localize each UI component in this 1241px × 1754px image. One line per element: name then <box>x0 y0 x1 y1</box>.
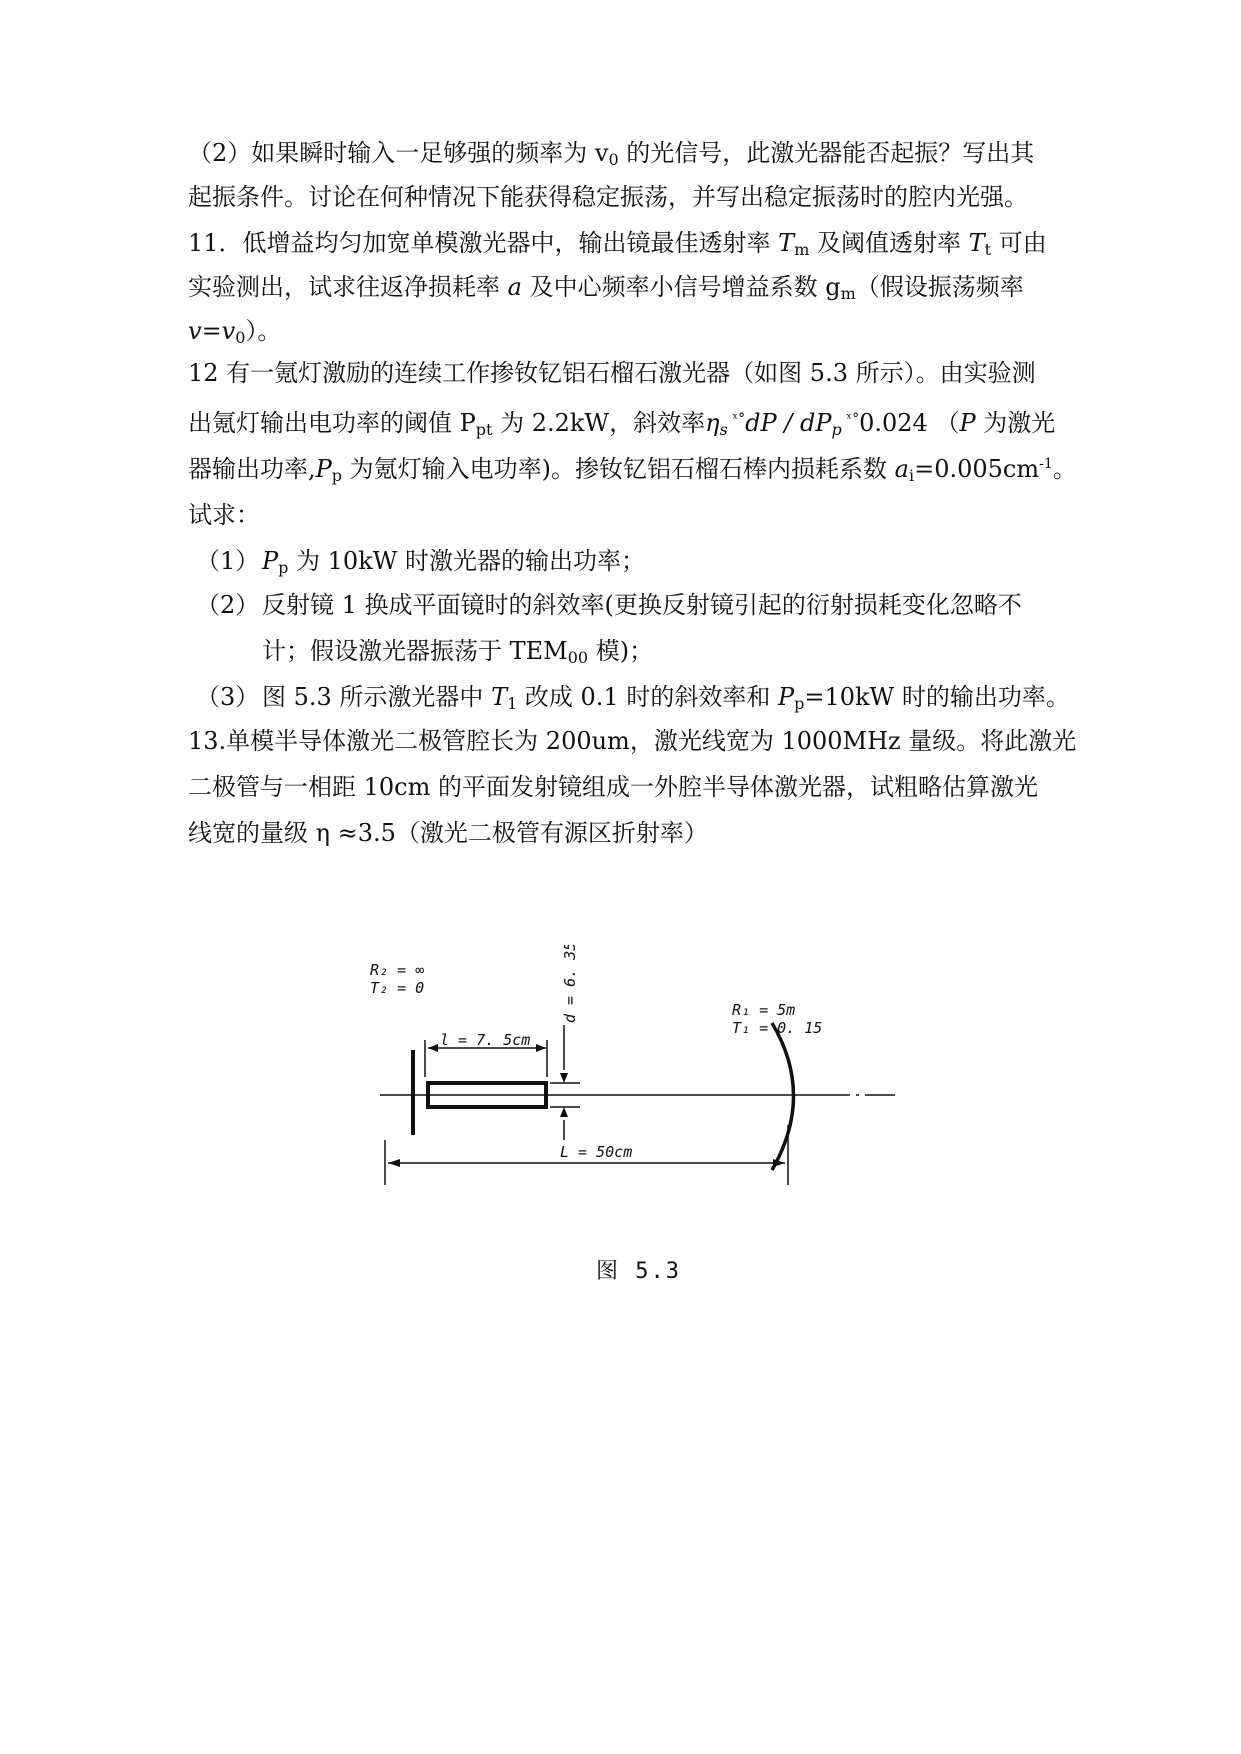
rod-diameter-label: d = 6. 35mm <box>561 945 579 1023</box>
q12-item-2-continuation: 计；假设激光器振荡于 $TEM_{00}$ 模)； <box>262 637 654 667</box>
q11-line-3: $v=v_0$）。 <box>188 317 282 347</box>
laser-cavity-diagram <box>370 945 900 1245</box>
rod-length-label: l = 7. 5cm <box>440 1031 531 1049</box>
q12-item-3-text: 图 5.3 所示激光器中 $T_1$ 改成 0.1 时的斜效率和 $P_p=10kW$ 时的输出功率。 <box>262 683 1070 713</box>
q13-line-3: 线宽的量级 η ≈3.5（激光二极管有源区折射率） <box>188 819 708 847</box>
q13-line-1: 13.单模半导体激光二极管腔长为 200um，激光线宽为 1000MHz 量级。将此激光 <box>188 727 1077 755</box>
q12-line-3: 器输出功率$,P_p$ 为氪灯输入电功率)。掺钕钇铝石榴石棒内损耗系数 $a_i=0.005cm^{-1}$。 <box>188 455 1077 485</box>
cavity-length-label: L = 50cm <box>560 1143 633 1161</box>
concave-output-mirror <box>772 1023 794 1170</box>
laser-cavity-figure <box>370 945 900 1245</box>
para-line-1: （2）如果瞬时输入一足够强的频率为 $v_0$ 的光信号，此激光器能否起振？写出其 <box>188 139 1035 169</box>
q12-item-3-number: （3） <box>196 683 260 711</box>
q11-line-1: 11．低增益均匀加宽单模激光器中，输出镜最佳透射率 $T_m$ 及阈值透射率 $T_t$ 可由 <box>188 229 1047 259</box>
q12-item-1-text: $P_p$ 为 10kW 时激光器的输出功率； <box>262 547 646 577</box>
para-line-2: 起振条件。讨论在何种情况下能获得稳定振荡，并写出稳定振荡时的腔内光强。 <box>188 183 1028 211</box>
q12-item-2-number: （2） <box>196 591 260 619</box>
q12-item-2-text: 反射镜 1 换成平面镜时的斜效率(更换反射镜引起的衍射损耗变化忽略不 <box>262 591 1022 619</box>
q12-line-2: 出氪灯输出电功率的阈值 $P_{pt}$ 为 2.2kW，斜效率$\eta_s$ $^{ˣ^\circ}dP / dP_p$ $^{ˣ^\circ}$0.024 （P 为激光 <box>188 409 1056 439</box>
q13-line-2: 二极管与一相距 10cm 的平面发射镜组成一外腔半导体激光器，试粗略估算激光 <box>188 773 1038 801</box>
mirror2-transmittance-label: T₂ = 0 <box>370 979 425 997</box>
mirror1-transmittance-label: T₁ = 0. 15 <box>732 1019 823 1037</box>
q12-line-1: 12 有一氪灯激励的连续工作掺钕钇铝石榴石激光器（如图 5.3 所示）。由实验测 <box>188 359 1036 387</box>
q12-line-4: 试求： <box>188 501 260 529</box>
q11-line-2: 实验测出，试求往返净损耗率 a 及中心频率小信号增益系数 $g_m$（假设振荡频率 <box>188 273 1024 303</box>
mirror2-radius-label: R₂ = ∞ <box>370 961 425 979</box>
figure-caption: 图 5.3 <box>596 1259 681 1284</box>
q12-item-1-number: （1） <box>196 547 260 575</box>
mirror1-radius-label: R₁ = 5m <box>732 1001 796 1019</box>
